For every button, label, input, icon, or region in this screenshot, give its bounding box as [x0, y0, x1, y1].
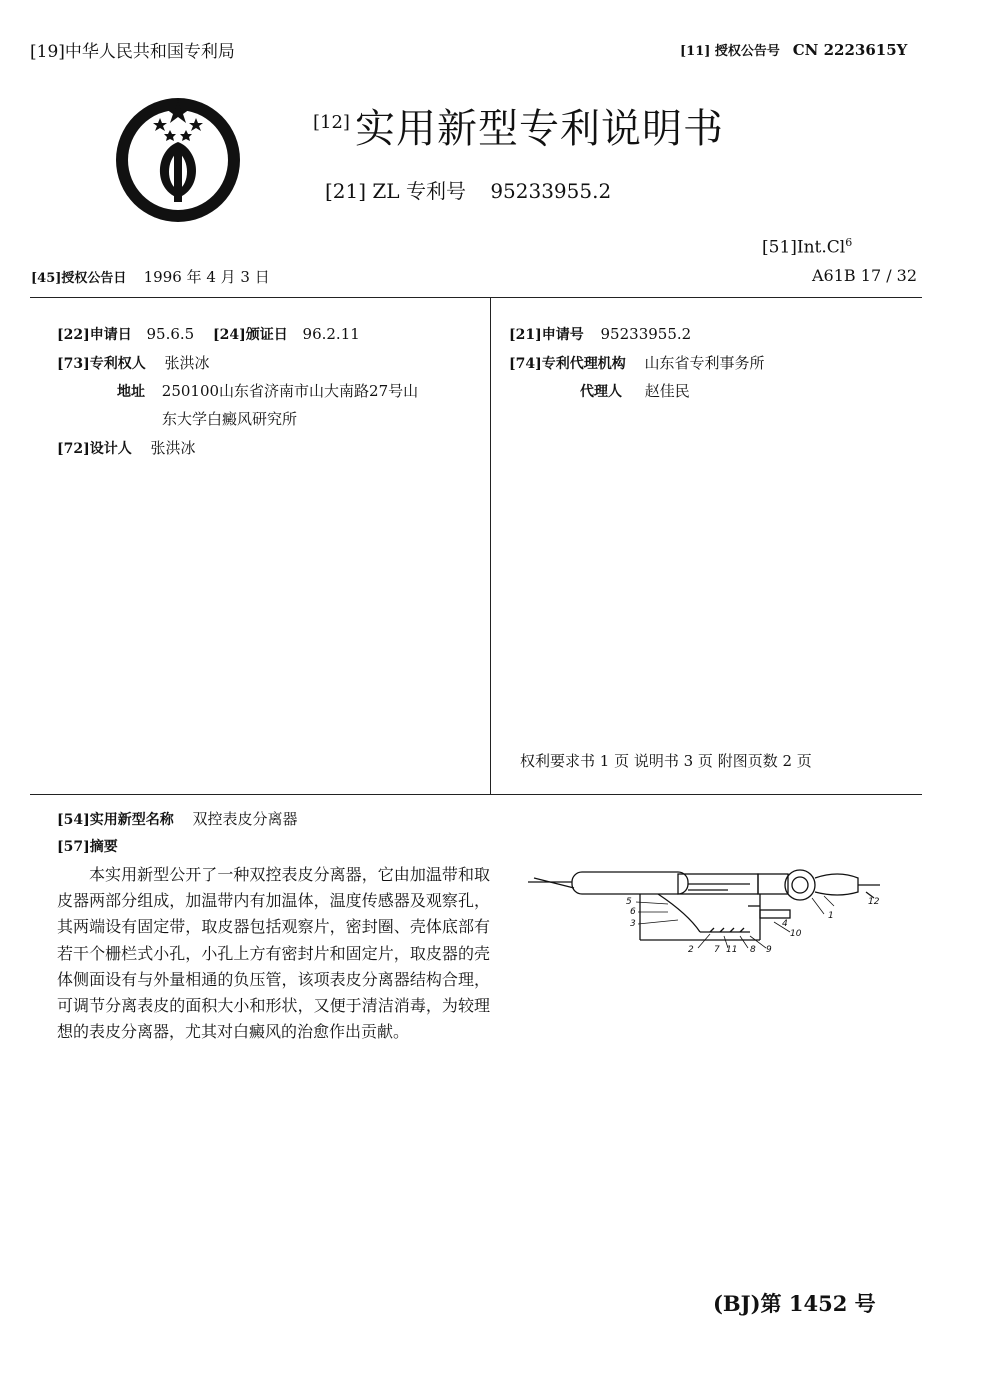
- grant-date-label: [45]授权公告日: [31, 271, 127, 286]
- application-number-label: [21]申请号: [509, 327, 584, 343]
- abstract-label: [57]摘要: [57, 839, 118, 855]
- cert-date-label: [24]颁证日: [213, 327, 288, 343]
- agency-row: [509, 352, 765, 373]
- intcl-value: A61B 17 / 32: [812, 266, 918, 285]
- filing-date-row: [57, 324, 360, 344]
- utility-model-title-row: [57, 808, 298, 829]
- address-line-2: 东大学白癜风研究所: [162, 410, 298, 428]
- agency: 山东省专利事务所: [644, 354, 765, 372]
- intcl-superscript: 6: [845, 236, 853, 249]
- patentee: 张洪冰: [164, 354, 210, 372]
- address-row: [117, 380, 418, 401]
- patent-office: [19]中华人民共和国专利局: [30, 42, 235, 62]
- document-type-code: [12]: [313, 112, 350, 133]
- header-divider: [30, 297, 922, 298]
- patentee-row: [57, 352, 210, 373]
- patent-number-label: [21] ZL 专利号: [325, 179, 466, 203]
- agent-label: 代理人: [580, 384, 622, 400]
- publication-number-row: [680, 40, 907, 59]
- serial-number: (BJ)第 1452 号: [713, 1291, 876, 1316]
- grant-date-row: [31, 266, 270, 287]
- figure-label: 11: [726, 945, 738, 955]
- filing-date-label: [22]申请日: [57, 327, 132, 343]
- figure-label: 10: [790, 929, 802, 939]
- figure-label: 3: [630, 919, 636, 929]
- filing-date: 95.6.5: [146, 325, 195, 343]
- publication-number-label: [11] 授权公告号: [680, 44, 780, 59]
- device-figure: [528, 852, 893, 957]
- emblem-logo: [110, 92, 246, 228]
- page-counts: 权利要求书 1 页 说明书 3 页 附图页数 2 页: [520, 752, 812, 770]
- figure-label: 6: [630, 907, 636, 917]
- designer: 张洪冰: [150, 439, 196, 457]
- patentee-label: [73]专利权人: [57, 356, 146, 372]
- figure-label: 9: [766, 945, 772, 955]
- document-type-row: [313, 97, 724, 154]
- designer-row: [57, 437, 196, 458]
- application-number: 95233955.2: [600, 325, 692, 343]
- figure-label: 4: [782, 919, 788, 929]
- figure-label: 1: [828, 911, 834, 921]
- abstract-text: 本实用新型公开了一种双控表皮分离器，它由加温带和取皮器两部分组成，加温带内有加温体，温度传感器及观察孔，其两端设有固定带，取皮器包括观察片，密封圈、壳体底部有若干个栅栏式小孔，小孔上方有密封片和固定片，取皮器的壳体侧面设有与外量相通的负压管，该项表皮分离器结构合理，可调节分离表皮的面积大小和形状，又便于清洁消毒，为较理想的表皮分离器，尤其对白癜风的治愈作出贡献。: [57, 865, 490, 1042]
- address-line-1: 250100山东省济南市山大南路27号山: [161, 382, 419, 400]
- document-type-title: 实用新型专利说明书: [355, 106, 725, 152]
- body-divider: [30, 794, 922, 795]
- patent-number: 95233955.2: [490, 179, 612, 203]
- column-divider: [490, 298, 491, 795]
- publication-number: CN 2223615Y: [792, 41, 908, 59]
- intcl-label-row: [762, 236, 852, 258]
- cert-date: 96.2.11: [302, 325, 360, 343]
- figure-label: 5: [626, 897, 632, 907]
- utility-model-title-label: [54]实用新型名称: [57, 812, 174, 828]
- agency-label: [74]专利代理机构: [509, 356, 626, 372]
- figure-label: 2: [688, 945, 694, 955]
- utility-model-title: 双控表皮分离器: [192, 810, 298, 828]
- figure-label: 7: [714, 945, 720, 955]
- agent-row: [580, 380, 690, 401]
- figure-label: 12: [868, 897, 880, 907]
- grant-date: 1996 年 4 月 3 日: [143, 268, 270, 286]
- figure-label: 8: [750, 945, 756, 955]
- intcl-label: [51]Int.Cl: [762, 237, 846, 258]
- application-number-row: [509, 324, 691, 344]
- address-label: 地址: [117, 384, 145, 400]
- agent: 赵佳民: [644, 382, 690, 400]
- designer-label: [72]设计人: [57, 441, 132, 457]
- patent-number-row: [325, 175, 611, 204]
